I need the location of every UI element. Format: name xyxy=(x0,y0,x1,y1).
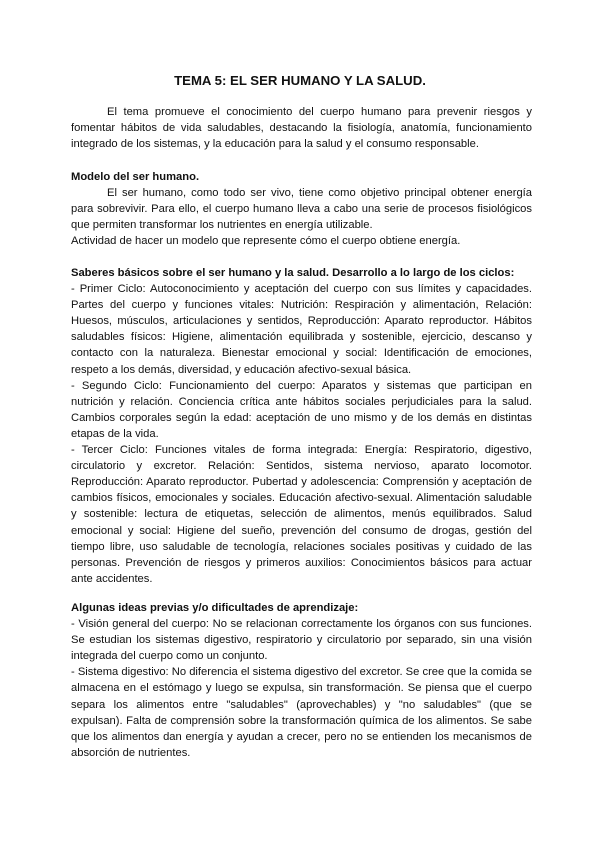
saberes-item-segundo-ciclo: - Segundo Ciclo: Funcionamiento del cuerpo: Aparatos y sistemas que participan en nutrición y relación. Conciencia crítica ante hábitos sociales perjudiciales para la salud. Cambios corporales según la edad: aceptación de uno mismo y de los demás en distintas etapas de la vida. xyxy=(71,379,532,440)
saberes-heading: Saberes básicos sobre el ser humano y la salud. Desarrollo a lo largo de los ciclos: xyxy=(71,267,515,279)
ideas-item-vision-general: - Visión general del cuerpo: No se relacionan correctamente los órganos con sus funciones. Se estudian los sistemas digestivo, respiratorio y circulatorio por separado, sin una visión integrada del cuerpo como un conjunto. xyxy=(71,618,532,663)
ideas-section xyxy=(71,600,532,761)
modelo-heading: Modelo del ser humano. xyxy=(71,171,200,183)
saberes-item-primer-ciclo: - Primer Ciclo: Autoconocimiento y aceptación del cuerpo con sus límites y capacidades. Partes del cuerpo y funciones vitales: Nutrición: Respiración y alimentación, Relación: Huesos, músculos, articulaciones y sentidos, Reproducción: Aparato reproductor. Hábitos saludables físicos: Higiene, alimentación equilibrada y sostenible, ejercicio, descanso y contacto con la naturaleza. Bienestar emocional y social: Identificación de emociones, respeto a los demás, diversidad, y educación afectivo-sexual básica. xyxy=(71,283,532,376)
intro-section xyxy=(71,104,532,152)
saberes-section xyxy=(71,265,532,587)
intro-paragraph: El tema promueve el conocimiento del cuerpo humano para prevenir riesgos y fomentar hábitos de vida saludables, destacando la fisiología, anatomía, funcionamiento integrado de los sistemas, y la educación para la salud y el consumo responsable. xyxy=(71,106,532,151)
ideas-item-sistema-digestivo: - Sistema digestivo: No diferencia el sistema digestivo del excretor. Se cree que la comida se almacena en el estómago y luego se expulsa, sin transformación. Se piensa que el cuerpo separa los alimentos entre "saludables" (aprovechables) y "no saludables" (que se expulsan). Falta de comprensión sobre la transformación química de los alimentos. Se sabe que los alimentos dan energía y ayudan a crecer, pero no se entienden los mecanismos de absorción de nutrientes. xyxy=(71,666,532,759)
modelo-section xyxy=(71,169,532,249)
saberes-item-tercer-ciclo: - Tercer Ciclo: Funciones vitales de forma integrada: Energía: Respiratorio, digestivo, circulatorio y excretor. Relación: Sentidos, sistema nervioso, aparato locomotor. Reproducción: Aparato reproductor. Pubertad y adolescencia: Comprensión y aceptación de cambios físicos, emocionales y sociales. Educación afectivo-sexual. Alimentación saludable y sostenible: lectura de etiquetas, selección de alimentos, menús equilibrados. Salud emocional y social: Higiene del sueño, prevención del consumo de drogas, gestión del tiempo libre, uso saludable de tecnología, relaciones sociales positivas y cuidado de las personas. Prevención de riesgos y primeros auxilios: Conocimientos básicos para actuar ante accidentes. xyxy=(71,444,532,585)
ideas-heading: Algunas ideas previas y/o dificultades de aprendizaje: xyxy=(71,602,359,614)
document-title: TEMA 5: EL SER HUMANO Y LA SALUD. xyxy=(174,73,426,88)
modelo-activity: Actividad de hacer un modelo que represente cómo el cuerpo obtiene energía. xyxy=(71,235,461,248)
modelo-paragraph: El ser humano, como todo ser vivo, tiene como objetivo principal obtener energía para sobrevivir. Para ello, el cuerpo humano lleva a cabo una serie de procesos fisiológicos que permiten transformar los nutrientes en energía utilizable. xyxy=(71,187,532,232)
